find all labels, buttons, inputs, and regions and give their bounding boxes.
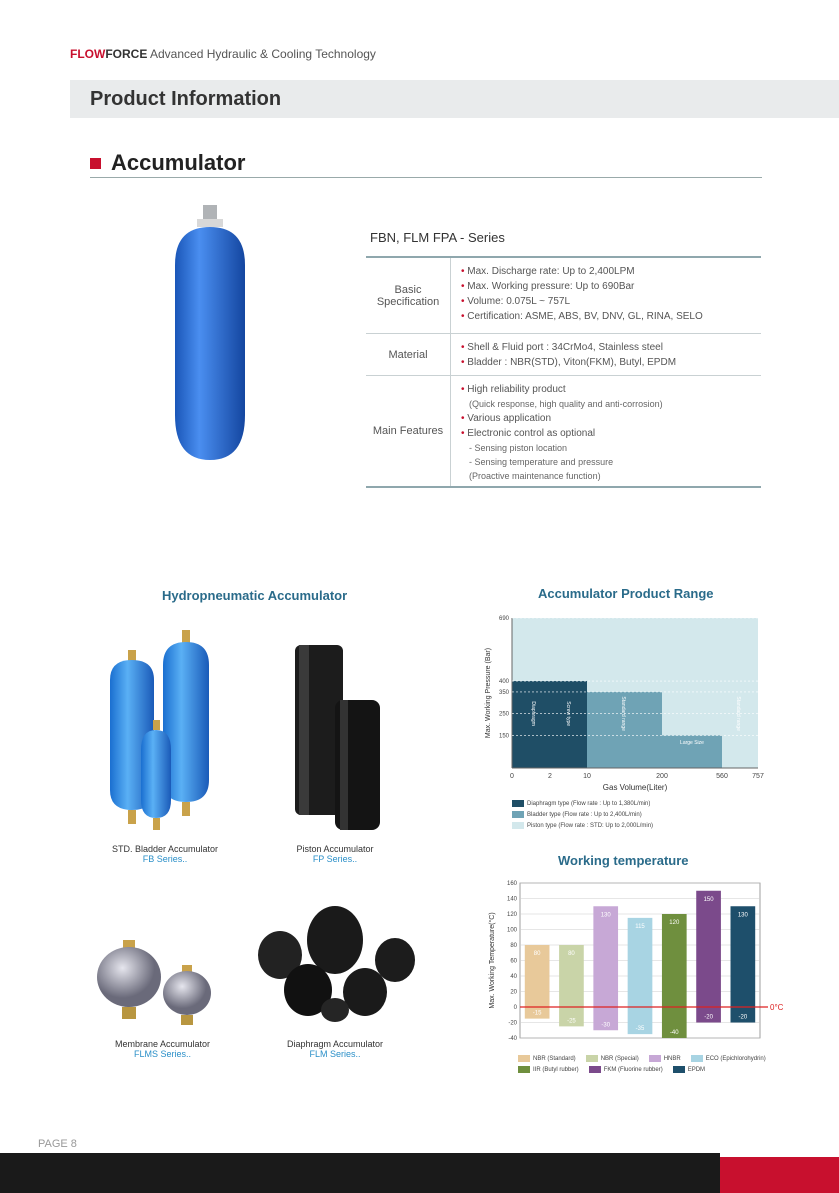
legend-label: ECO (Epichlorohydrin): [705, 1055, 766, 1062]
temp-bar: [662, 914, 687, 1038]
spec-item: • Shell & Fluid port : 34CrMo4, Stainless steel: [461, 340, 751, 355]
bar-max-label: 115: [635, 923, 645, 930]
page-title: Product Information: [90, 88, 282, 110]
spec-items: [451, 376, 761, 486]
x-tick-label: 560: [716, 773, 728, 780]
y-tick-label: 20: [510, 989, 517, 996]
brand-flow: FLOW: [70, 47, 106, 61]
y-tick-label: 60: [510, 958, 517, 965]
legend-label: EPDM: [687, 1066, 706, 1073]
legend-item: [586, 1055, 639, 1062]
chart2-legend: [518, 1055, 788, 1073]
region-label: Diaphragm: [530, 701, 536, 726]
temp-bar: [559, 945, 584, 1026]
y-tick-label: -40: [508, 1036, 517, 1042]
product-membrane: [90, 935, 235, 1059]
spec-label: Basic Specification: [366, 258, 451, 333]
y-axis-label: Max. Working Pressure (Bar): [485, 647, 492, 739]
legend-swatch: [673, 1066, 685, 1073]
x-tick-label: 200: [656, 773, 668, 780]
title-bar: [70, 80, 839, 118]
legend-label: HNBR: [663, 1055, 681, 1062]
brand-tagline: Advanced Hydraulic & Cooling Technology: [150, 47, 376, 61]
red-square-icon: [90, 158, 101, 169]
section-heading: [90, 150, 245, 176]
chart2-title: Working temperature: [558, 853, 689, 868]
legend-label: NBR (Special): [600, 1055, 639, 1062]
bar-max-label: 120: [669, 920, 680, 926]
x-tick-label: 2: [548, 773, 552, 780]
product-name: STD. Bladder Accumulator: [111, 844, 219, 854]
bar-min-label: -30: [601, 1022, 611, 1029]
region-label: Large Size: [680, 740, 704, 747]
spec-item: • Various application: [461, 411, 751, 426]
temp-bar: [593, 906, 618, 1030]
temp-bar: [628, 918, 653, 1034]
spec-table: [366, 256, 761, 488]
product-name: Piston Accumulator: [296, 844, 374, 854]
legend-label: FKM (Fluorine rubber): [603, 1066, 663, 1073]
x-axis-label: Gas Volume(Liter): [602, 783, 668, 792]
legend-swatch: [649, 1055, 661, 1062]
y-tick-label: 100: [506, 927, 517, 934]
y-tick-label: 150: [498, 733, 509, 740]
legend-item: [691, 1055, 766, 1062]
legend-item: [518, 1055, 576, 1062]
legend-item: [673, 1066, 705, 1073]
bar-min-label: -35: [635, 1026, 645, 1033]
y-tick-label: 350: [498, 689, 509, 696]
chart1-legend: [512, 800, 772, 829]
membrane-accumulator-image: [90, 935, 235, 1030]
piston-accumulator-image: [270, 640, 400, 835]
legend-item: [512, 811, 642, 818]
y-axis-label: Max. Working Temperature(°C): [489, 912, 496, 1009]
legend-item: [512, 800, 650, 807]
page-number: PAGE 8: [38, 1138, 77, 1150]
bar-min-label: -20: [704, 1014, 713, 1021]
bar-min-label: -40: [669, 1030, 679, 1036]
legend-item: [512, 822, 653, 829]
y-tick-label: 0: [513, 1005, 517, 1011]
diaphragm-accumulator-image: [250, 900, 420, 1030]
legend-item: [518, 1066, 579, 1073]
y-tick-label: 250: [498, 711, 509, 718]
x-tick-label: 0: [510, 773, 514, 780]
working-temperature-chart: [480, 875, 784, 1075]
y-tick-label: -20: [508, 1020, 517, 1027]
product-series: FLMS Series..: [133, 1049, 191, 1059]
brand-force: FORCE: [105, 47, 148, 61]
spec-series-title: FBN, FLM FPA - Series: [370, 230, 505, 245]
diaphragm-region: [512, 681, 587, 768]
product-series: FLM Series..: [309, 1049, 361, 1059]
legend-swatch: [512, 822, 524, 829]
region-label: Standard range: [735, 696, 741, 731]
divider: [90, 177, 762, 178]
bar-max-label: 80: [568, 951, 575, 957]
spec-item: • Max. Discharge rate: Up to 2,400LPM: [461, 264, 751, 279]
y-tick-label: 160: [506, 881, 517, 887]
bladder-accumulator-image: [165, 205, 255, 467]
product-diaphragm: [250, 900, 420, 1059]
spec-subitem: (Proactive maintenance function): [469, 471, 601, 481]
product-range-chart: [480, 610, 770, 830]
product-name: Diaphragm Accumulator: [286, 1039, 384, 1049]
region-label: Standard range: [620, 696, 626, 731]
bladder-group-image: [95, 630, 235, 835]
section-title: Accumulator: [111, 150, 246, 175]
product-series: FB Series..: [142, 854, 188, 864]
product-series: FP Series..: [312, 854, 358, 864]
legend-swatch: [586, 1055, 598, 1062]
y-tick-label: 120: [506, 912, 517, 918]
spec-item: • Electronic control as optional: [461, 426, 751, 441]
spec-item: • Certification: ASME, ABS, BV, DNV, GL, RINA, SELO: [461, 309, 751, 324]
legend-item: [589, 1066, 663, 1073]
y-tick-label: 690: [498, 616, 509, 622]
bar-min-label: -25: [567, 1018, 576, 1025]
legend-swatch: [512, 811, 524, 818]
temp-bar: [696, 891, 721, 1023]
y-tick-label: 140: [506, 896, 517, 903]
footer-accent: [720, 1157, 839, 1193]
spec-item: • High reliability product: [461, 382, 751, 397]
spec-label: Material: [366, 334, 451, 375]
zero-label: 0°C: [770, 1003, 784, 1012]
y-tick-label: 80: [510, 943, 517, 949]
legend-swatch: [518, 1066, 530, 1073]
legend-item: [649, 1055, 681, 1062]
legend-swatch: [589, 1066, 601, 1073]
spec-item: • Bladder : NBR(STD), Viton(FKM), Butyl, EPDM: [461, 355, 751, 370]
spec-row: [366, 334, 761, 376]
spec-row: [366, 376, 761, 488]
spec-item: • Volume: 0.075L ~ 757L: [461, 294, 751, 309]
y-tick-label: 400: [498, 679, 509, 686]
spec-label: Main Features: [366, 376, 451, 486]
legend-label: NBR (Standard): [533, 1055, 576, 1062]
legend-swatch: [691, 1055, 703, 1062]
chart1-title: Accumulator Product Range: [538, 586, 714, 601]
legend-label: Bladder type (Flow rate : Up to 2,400L/min): [527, 811, 642, 818]
spec-items: [451, 258, 761, 333]
bar-max-label: 150: [703, 896, 714, 903]
spec-subitem: (Quick response, high quality and anti-corrosion): [469, 399, 663, 409]
bar-min-label: -15: [532, 1010, 542, 1017]
bar-max-label: 80: [533, 951, 541, 957]
product-piston: [270, 640, 400, 864]
x-tick-label: 10: [583, 773, 591, 780]
spec-items: [451, 334, 761, 375]
legend-swatch: [512, 800, 524, 807]
product-bladder: [95, 630, 235, 864]
temp-bar: [731, 906, 756, 1022]
x-tick-label: 757: [752, 773, 764, 780]
bar-min-label: -20: [738, 1014, 748, 1021]
product-name: Membrane Accumulator: [114, 1039, 211, 1049]
legend-label: Diaphragm type (Flow rate : Up to 1,380L/min): [527, 800, 651, 807]
legend-label: Piston type (Flow rate : STD: Up to 2,000L/min): [527, 822, 654, 829]
spec-row: [366, 258, 761, 334]
brand-header: [70, 47, 376, 61]
bar-max-label: 130: [600, 912, 611, 919]
region-label: Screw type: [565, 701, 571, 727]
footer-bar: [0, 1153, 720, 1193]
spec-subitem: - Sensing temperature and pressure: [469, 457, 614, 467]
legend-swatch: [518, 1055, 530, 1062]
spec-item: • Max. Working pressure: Up to 690Bar: [461, 279, 751, 294]
spec-subitem: - Sensing piston location: [469, 443, 568, 453]
hydro-title: Hydropneumatic Accumulator: [162, 588, 348, 603]
y-tick-label: 40: [510, 974, 517, 980]
bar-max-label: 130: [737, 912, 748, 919]
legend-label: IIR (Butyl rubber): [533, 1066, 579, 1073]
